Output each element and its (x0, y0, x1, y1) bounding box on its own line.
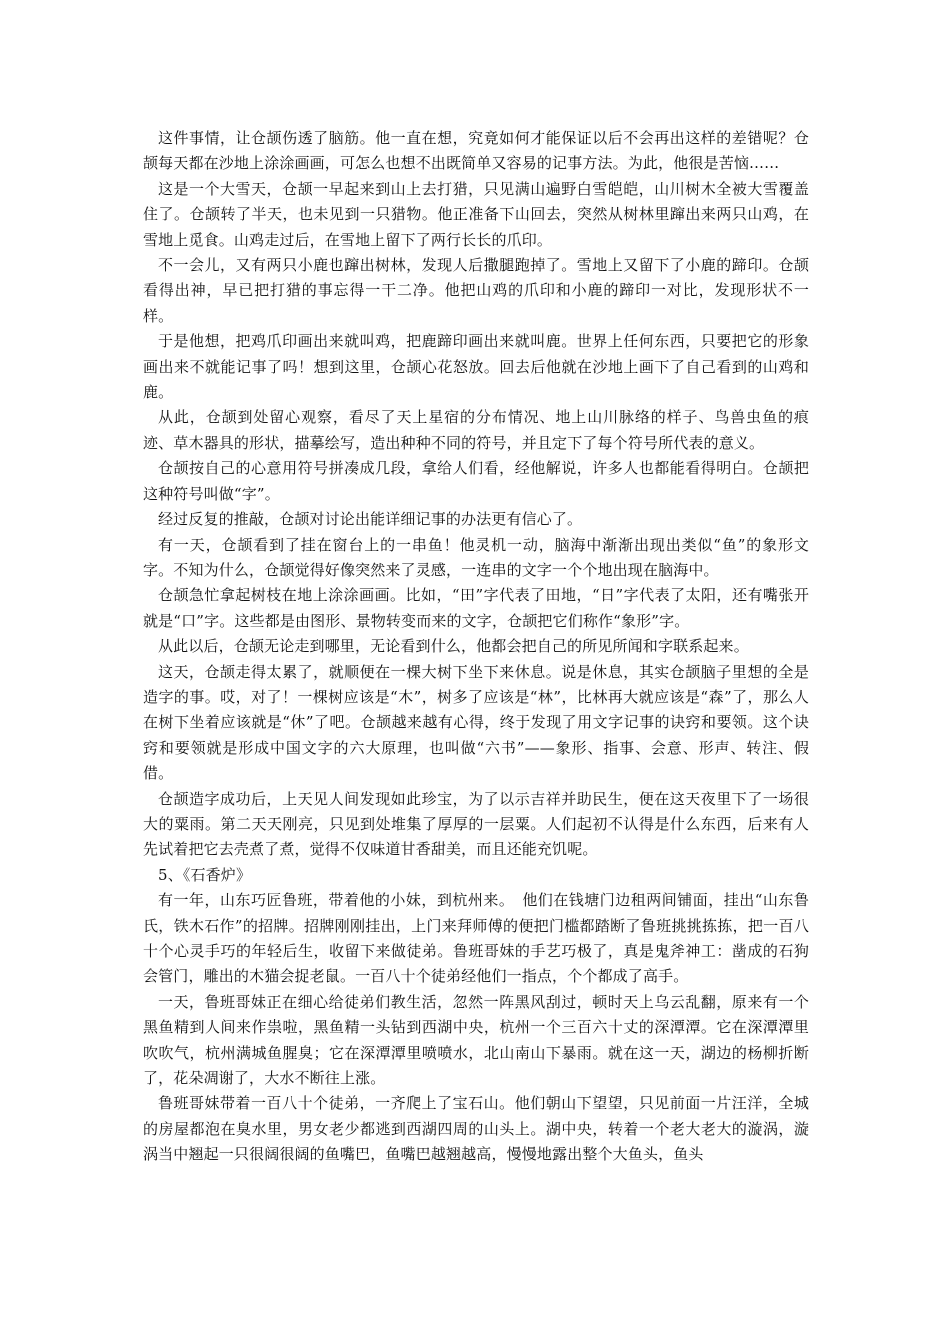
paragraph: 不一会儿，又有两只小鹿也蹿出树林，发现人后撒腿跑掉了。雪地上又留下了小鹿的蹄印。仓颉看得出神，早已把打猎的事忘得一干二净。他把山鸡的爪印和小鹿的蹄印一对比，发现形状不一样。 (143, 256, 809, 325)
paragraph: 经过反复的推敲，仓颉对讨论出能详细记事的办法更有信心了。 (158, 510, 583, 529)
paragraph: 从此以后，仓颉无论走到哪里，无论看到什么，他都会把自己的所见所闻和字联系起来。 (158, 637, 749, 656)
article-body (143, 126, 809, 1168)
paragraph: 仓颉造字成功后，上天见人间发现如此珍宝，为了以示吉祥并助民生，便在这天夜里下了一场很大的粟雨。第二天天刚亮，只见到处堆集了厚厚的一层粟。人们起初不认得是什么东西，后来有人先试着把它去壳煮了煮，觉得不仅味道甘香甜美，而且还能充饥呢。 (143, 789, 809, 859)
paragraph: 有一天，仓颉看到了挂在窗台上的一串鱼！他灵机一动，脑海中渐渐出现出类似“鱼”的象形文字。不知为什么，仓颉觉得好像突然来了灵感，一连串的文字一个个地出现在脑海中。 (143, 535, 809, 579)
paragraph: 这是一个大雪天，仓颉一早起来到山上去打猎，只见满山遍野白雪皑皑，山川树木全被大雪覆盖住了。仓颉转了半天，也未见到一只猎物。他正准备下山回去，突然从树林里蹿出来两只山鸡，在雪地上觅食。山鸡走过后，在雪地上留下了两行长长的爪印。 (143, 179, 809, 249)
paragraph: 鲁班哥妹带着一百八十个徒弟，一齐爬上了宝石山。他们朝山下望望，只见前面一片汪洋，全城的房屋都泡在臭水里，男女老少都逃到西湖四周的山头上。湖中央，转着一个老大老大的漩涡，漩涡当中翘起一只很阔很阔的鱼嘴巴，鱼嘴巴越翘越高，慢慢地露出整个大鱼头，鱼头 (143, 1094, 809, 1164)
paragraph: 从此，仓颉到处留心观察，看尽了天上星宿的分布情况、地上山川脉络的样子、鸟兽虫鱼的痕迹、草木器具的形状，描摹绘写，造出种种不同的符号，并且定下了每个符号所代表的意义。 (143, 408, 809, 452)
paragraph: 这件事情，让仓颉伤透了脑筋。他一直在想，究竟如何才能保证以后不会再出这样的差错呢？仓颉每天都在沙地上涂涂画画，可怎么也想不出既简单又容易的记事方法。为此，他很是苦恼…… (143, 129, 809, 173)
paragraph: 仓颉急忙拿起树枝在地上涂涂画画。比如，“田”字代表了田地，“日”字代表了太阳，还有嘴张开就是“口”字。这些都是由图形、景物转变而来的文字，仓颉把它们称作“象形”字。 (143, 586, 809, 630)
paragraph: 一天，鲁班哥妹正在细心给徒弟们教生活，忽然一阵黑风刮过，顿时天上乌云乱翻，原来有一个黑鱼精到人间来作祟啦，黑鱼精一头钻到西湖中央，杭州一个三百六十丈的深潭潭。它在深潭潭里吹吹气，杭州满城鱼腥臭；它在深潭潭里喷喷水，北山南山下暴雨。就在这一天，湖边的杨柳折断了，花朵凋谢了，大水不断往上涨。 (143, 992, 809, 1088)
paragraph: 有一年，山东巧匠鲁班，带着他的小妹，到杭州来。 他们在钱塘门边租两间铺面，挂出“山东鲁氏，铁木石作”的招牌。招牌刚刚挂出，上门来拜师傅的便把门槛都踏断了鲁班挑挑拣拣，把一百八十个心灵手巧的年轻后生，收留下来做徒弟。鲁班哥妹的手艺巧极了，真是鬼斧神工：凿成的石狗会管门，雕出的木猫会捉老鼠。一百八十个徒弟经他们一指点，个个都成了高手。 (143, 891, 809, 986)
paragraph: 这天，仓颉走得太累了，就顺便在一棵大树下坐下来休息。说是休息，其实仓颉脑子里想的全是造字的事。哎，对了！一棵树应该是“木”，树多了应该是“林”，比林再大就应该是“森”了，那么人在树下坐着应该就是“休”了吧。仓颉越来越有心得，终于发现了用文字记事的诀窍和要领。这个诀窍和要领就是形成中国文字的六大原理，也叫做“六书”——象形、指事、会意、形声、转注、假借。 (143, 662, 809, 783)
section-heading: 5、《石香炉》 (158, 865, 252, 884)
paragraph: 于是他想，把鸡爪印画出来就叫鸡，把鹿蹄印画出来就叫鹿。世界上任何东西，只要把它的形象画出来不就能记事了吗！想到这里，仓颉心花怒放。回去后他就在沙地上画下了自己看到的山鸡和鹿。 (143, 332, 809, 402)
paragraph: 仓颉按自己的心意用符号拼凑成几段，拿给人们看，经他解说，许多人也都能看得明白。仓颉把这种符号叫做“字”。 (143, 459, 809, 503)
